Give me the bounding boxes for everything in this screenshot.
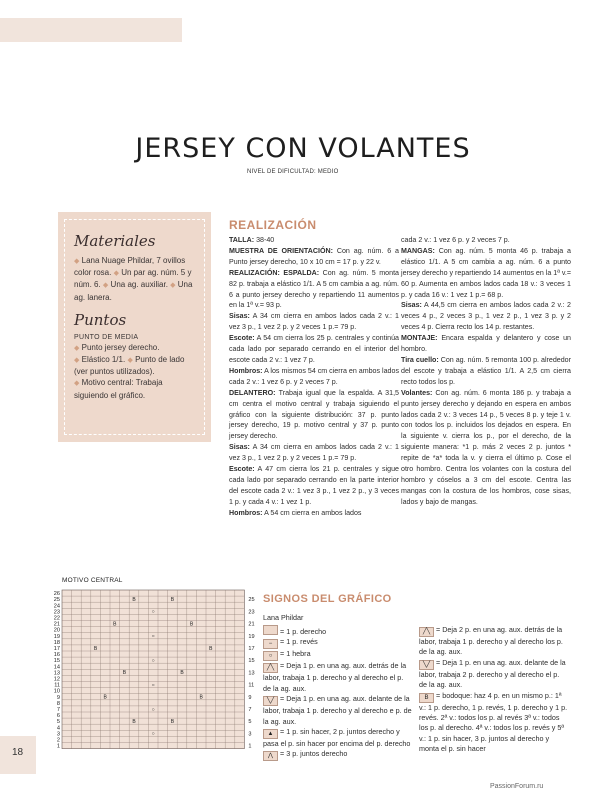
chart-row-label: 5 [248, 719, 252, 726]
materials-item: Lana Nuage Phildar, 7 ovillos color rosa. [74, 256, 186, 278]
stitch-symbol-icon: ╲╱ [419, 660, 434, 670]
chart-row-label: 9 [248, 694, 252, 701]
puntos-item: Motivo central: Trabaja siguiendo el gráfico. [74, 378, 163, 400]
chart-stitch-mark: B [209, 645, 213, 652]
instruction-paragraph [229, 464, 399, 508]
chart-stitch-mark: B [93, 645, 98, 652]
legend-text: = Deja 2 p. en una ag. aux. detrás de la labor, trabaja 1 p. derecho y al derecho los p. de la ag. aux. [419, 625, 563, 657]
instruction-label: Hombros: [229, 366, 263, 375]
chart-row-label: 23 [248, 609, 255, 616]
diamond-icon: ◆ [74, 380, 80, 388]
instruction-text: A 34 cm cierra en ambos lados cada 2 v.: 1 vez 3 p., 1 vez 2 p. y 2 veces 1 p.= 79 p. [229, 312, 399, 332]
stitch-symbol-icon: ▲ [263, 729, 278, 739]
materials-heading: Materiales [74, 232, 156, 250]
instruction-text: A 34 cm cierra en ambos lados cada 2 v.: 1 vez 3 p., 1 vez 2 p. y 2 veces 1 p.= 79 p. [229, 443, 399, 463]
stitch-symbol-icon: ⋀ [263, 751, 278, 761]
chart-row-label: 6 [56, 713, 60, 720]
chart-row-label: 26 [53, 591, 60, 598]
chart-row-label: 25 [248, 597, 255, 604]
chart-row-label: 7 [56, 707, 60, 713]
instruction-paragraph [229, 442, 399, 464]
chart-stitch-mark: ○ [151, 609, 155, 616]
chart-stitch-mark: B [199, 694, 203, 701]
instruction-label: Sisas: [229, 312, 250, 321]
instruction-label: Hombros: [229, 508, 263, 517]
chart-row-label: 8 [56, 700, 60, 707]
instruction-paragraph [229, 508, 399, 519]
instruction-text: Con ag. núm. 5 remonta 100 p. alrededor del escote y trabaja a elástico 1/1. A 2,5 cm cierra recto todos los p. [401, 355, 571, 386]
instruction-label: Escote: [229, 334, 255, 343]
chart-row-label: 17 [53, 646, 60, 652]
instruction-text: A 47 cm cierra los 21 p. centrales y sigue cada lado por separado cerrando en la parte interior del escote cada 2 v.: 1 vez 3 p., 1 vez 2 p., y 3 veces 1 p. y cada 4 v.: 1 vez 1 p. [229, 465, 399, 506]
chart-row-label: 1 [56, 743, 60, 750]
instruction-text: Trabaja igual que la espalda. A 31,5 cm centra el motivo central y trabaja siguiendo el gráfico con la siguiente distribución: 37 p. punto jersey derecho, 19 p. motivo central y 37 p. punto jersey derecho. [229, 388, 399, 441]
chart-stitch-mark: ○ [151, 731, 155, 738]
instruction-text: A los mismos 54 cm cierra en ambos lados cada 2 v.: 1 vez 6 p. y 2 veces 7 p. [229, 366, 399, 386]
diamond-icon: ◆ [74, 258, 80, 265]
legend-text: = 3 p. juntos derecho [280, 749, 348, 759]
diamond-icon: ◆ [74, 344, 80, 352]
page-number: 18 [12, 747, 24, 758]
legend-entry [263, 625, 413, 637]
instructions-column-1 [229, 235, 399, 519]
legend-text: = bodoque: haz 4 p. en un mismo p.: 1ª v.: 1 p. derecho, 1 p. revés, 1 p. derecho y 1 p. revés. 2ª v.: todos los p. al revés 3ª v.: todos los p. al derecho. 4ª v.: todos los p. revés y 5ª v.: 1 p. sin hacer, 3 p. juntos al derecho y monta el p. sin hacer [419, 690, 568, 754]
instruction-paragraph [229, 311, 399, 333]
chart-stitch-mark: B [122, 670, 127, 677]
chart-row-label: 11 [54, 682, 60, 689]
stitch-symbol-icon: ╲╱ [263, 696, 278, 706]
chart-row-label: 24 [53, 603, 60, 610]
instruction-paragraph [401, 246, 571, 301]
instruction-label: DELANTERO: [229, 388, 276, 397]
materials-panel [64, 219, 205, 435]
stitch-symbol-icon: ○ [263, 651, 278, 661]
chart-row-label: 25 [53, 597, 60, 604]
instruction-text: Con ag. núm. 6 monta 186 p. y trabaja a punto jersey derecho y dejando en espera en ambos lados cada 2 v.: 3 veces 14 p., 5 veces 8 p. y teje 1 v. con todos los p. incluidos los dejados en espera. En la siguiente v. cierra los p., por el derecho, de la siguiente manera: *1 p. más 2 veces 2 p. juntos * repite de *a* toda la v. y cierra el último p. Cose el otro hombro. Centra los volantes con la costura del hombro y cóselos a 3 cm del escote. Centra las mangas con la costura de los hombros, cose sisas, lados y bajo de mangas. [401, 388, 571, 506]
chart-stitch-mark: B [113, 621, 117, 628]
instruction-label: TALLA: [229, 236, 255, 244]
instruction-text: Con ag. núm. 6 a Punto jersey derecho, 10 x 10 cm = 17 p. y 22 v. [229, 246, 400, 266]
stitch-symbol-icon: ╱╲ [419, 627, 434, 637]
chart-row-label: 11 [248, 682, 255, 689]
legend-entry [263, 649, 413, 661]
instruction-paragraph [229, 388, 399, 443]
chart-row-label: 5 [56, 719, 60, 726]
legend-entry [263, 661, 413, 694]
chart-row-label: 21 [248, 621, 255, 628]
chart-stitch-mark: B [180, 670, 184, 677]
instruction-paragraph [229, 235, 399, 246]
chart-row-label: 13 [248, 670, 255, 677]
instruction-text: cada 2 v.: 1 vez 6 p. y 2 veces 7 p. [401, 236, 510, 244]
chart-stitch-mark: B [132, 597, 136, 603]
chart-stitch-mark: B [103, 694, 107, 701]
signos-heading: SIGNOS DEL GRÁFICO [263, 593, 392, 605]
puntos-item: Punto de lado (ver puntos utilizados). [74, 355, 185, 377]
chart-row-label: 21 [53, 621, 60, 628]
diamond-icon: ◆ [74, 357, 80, 365]
chart-row-label: 17 [248, 646, 255, 652]
legend-column-1 [263, 625, 413, 761]
watermark: PassionForum.ru [490, 783, 544, 790]
chart-row-label: 20 [53, 627, 60, 634]
instruction-label: Sisas: [229, 443, 250, 452]
lana-label: Lana Phildar [263, 613, 304, 622]
legend-entry [263, 637, 413, 649]
materials-item: Un par ag. núm. 5 y núm. 6. [74, 268, 192, 290]
motivo-central-chart [44, 588, 254, 758]
chart-row-label: 23 [53, 609, 60, 616]
instruction-label: REALIZACIÓN: ESPALDA: [229, 268, 320, 277]
diamond-icon: ◆ [102, 282, 109, 290]
instruction-paragraph [401, 300, 571, 333]
chart-stitch-mark: B [170, 719, 175, 725]
page-title: JERSEY CON VOLANTES [135, 133, 471, 164]
chart-row-label: 19 [53, 633, 60, 640]
chart-stitch-mark: B [170, 597, 175, 603]
top-color-band [0, 18, 182, 42]
instruction-text: A 44,5 cm cierra en ambos lados cada 2 v.: 2 veces 4 p., 2 veces 3 p., 1 vez 2 p., 1 vez 3 p. y 2 veces 4 p. Cierra recto los 14 p. restantes. [401, 301, 571, 332]
diamond-icon: ◆ [127, 357, 133, 365]
chart-row-label: 13 [53, 670, 60, 677]
puntos-heading: Puntos [74, 310, 127, 329]
chart-row-label: 3 [248, 731, 252, 738]
chart-row-label: 2 [56, 737, 60, 744]
chart-row-label: 16 [53, 652, 60, 659]
instruction-label: MUESTRA DE ORIENTACIÓN: [229, 246, 333, 255]
chart-row-label: 3 [56, 731, 60, 738]
stitch-symbol-icon: ╱╲ [263, 663, 278, 673]
puntos-subheading: PUNTO DE MEDIA [74, 333, 139, 341]
instruction-text: Con ag. núm. 5 monta 46 p. trabaja a elástico 1/1. A 5 cm cambia a ag. núm. 6 a punto jersey derecho y repartiendo 14 aumentos en la 1ª v.= 60 p. Aumenta en ambos lados cada 18 v.: 3 veces 1 p. y cada 16 v.: 1 vez 1 p.= 68 p. [401, 246, 571, 299]
legend-text: = 1 hebra [280, 649, 311, 659]
instruction-paragraph [229, 333, 399, 366]
motivo-central-label: MOTIVO CENTRAL [62, 577, 123, 584]
chart-row-label: 12 [53, 676, 60, 683]
instructions-column-2 [401, 235, 571, 508]
legend-text: = Deja 1 p. en una ag. aux. delante de la labor, trabaja 1 p. derecho y al derecho e p. de la ag. aux. [263, 694, 412, 726]
instruction-paragraph [401, 333, 571, 355]
legend-text: = 1 p. sin hacer, 2 p. juntos derecho y pasa el p. sin hacer por encima del p. derecho [263, 727, 411, 749]
difficulty-level: NIVEL DE DIFICULTAD: MEDIO [247, 169, 339, 175]
stitch-symbol-icon: − [263, 639, 278, 649]
legend-entry [419, 691, 569, 755]
chart-row-label: 15 [53, 658, 60, 665]
instruction-label: Sisas: [401, 301, 422, 310]
chart-row-label: 15 [248, 658, 255, 665]
materials-list [74, 255, 196, 303]
puntos-list [74, 342, 196, 401]
chart-row-label: 4 [56, 725, 60, 732]
chart-stitch-mark: ○ [151, 658, 155, 664]
instruction-paragraph [229, 268, 399, 312]
diamond-icon: ◆ [113, 270, 119, 278]
instruction-text: Con ag. núm. 5 monta 82 p. trabaja a elástico 1/1. A 5 cm cambia a ag. núm. 6 a punto jersey derecho y repartiendo 11 aumentos en la 1ª v.= 93 p. [229, 268, 399, 310]
instruction-paragraph [229, 366, 399, 388]
chart-row-label: 14 [53, 664, 60, 671]
chart-stitch-mark: B [189, 621, 194, 628]
chart-row-label: 18 [53, 639, 60, 646]
chart-row-label: 10 [53, 688, 60, 695]
instruction-paragraph [229, 246, 399, 268]
instruction-paragraph [401, 235, 571, 246]
instruction-label: Volantes: [401, 388, 433, 397]
materials-item: Una ag. lanera. [74, 280, 193, 302]
chart-row-label: 22 [53, 615, 60, 622]
realizacion-heading: REALIZACIÓN [229, 218, 317, 232]
legend-text: = Deja 1 p. en una ag. aux. detrás de la labor, trabaja 1 p. derecho y al derecho el p. de la ag. aux. [263, 661, 407, 693]
instruction-paragraph [401, 388, 571, 508]
instruction-text: 38-40 [254, 236, 275, 244]
instruction-label: MANGAS: [401, 246, 435, 255]
chart-row-label: 9 [56, 694, 60, 701]
instruction-label: MONTAJE: [401, 334, 438, 343]
legend-entry [419, 625, 569, 658]
diamond-icon: ◆ [170, 282, 176, 290]
legend-text: = Deja 1 p. en una ag. aux. delante de la labor, trabaja 2 p. derecho y al derecho el p. de la ag. aux. [419, 657, 566, 690]
legend-column-2 [419, 625, 569, 755]
page-number-box [0, 736, 36, 774]
chart-stitch-mark: B [132, 719, 136, 725]
chart-row-label: 19 [248, 633, 255, 640]
instruction-text: A 54 cm cierra los 25 p. centrales y continúa cada lado por separado cerrando en el interior del escote cada 2 v.: 1 vez 7 p. [229, 334, 399, 364]
chart-stitch-mark: ○ [151, 706, 155, 713]
legend-text: = 1 p. derecho [280, 627, 327, 636]
legend-entry [419, 658, 569, 691]
instruction-text: Encara espalda y delantero y cose un hombro. [401, 334, 571, 354]
instruction-label: Escote: [229, 465, 255, 474]
instruction-text: A 54 cm cierra en ambos lados [262, 508, 362, 517]
chart-row-label: 7 [248, 707, 252, 713]
legend-text: = 1 p. revés [280, 637, 318, 647]
puntos-item: Elástico 1/1. [81, 355, 126, 365]
instruction-label: Tira cuello: [401, 355, 439, 364]
puntos-item: Punto jersey derecho. [81, 342, 160, 352]
chart-row-label: 1 [248, 743, 252, 750]
stitch-symbol-icon [263, 625, 278, 635]
legend-entry [263, 694, 413, 727]
legend-entry [263, 727, 413, 749]
stitch-symbol-icon: B [419, 693, 434, 703]
instruction-paragraph [401, 355, 571, 388]
materials-item: Una ag. auxiliar. [110, 280, 168, 290]
chart-stitch-mark: ○ [151, 682, 155, 689]
legend-entry [263, 749, 413, 761]
chart-stitch-mark: ○ [151, 633, 155, 640]
